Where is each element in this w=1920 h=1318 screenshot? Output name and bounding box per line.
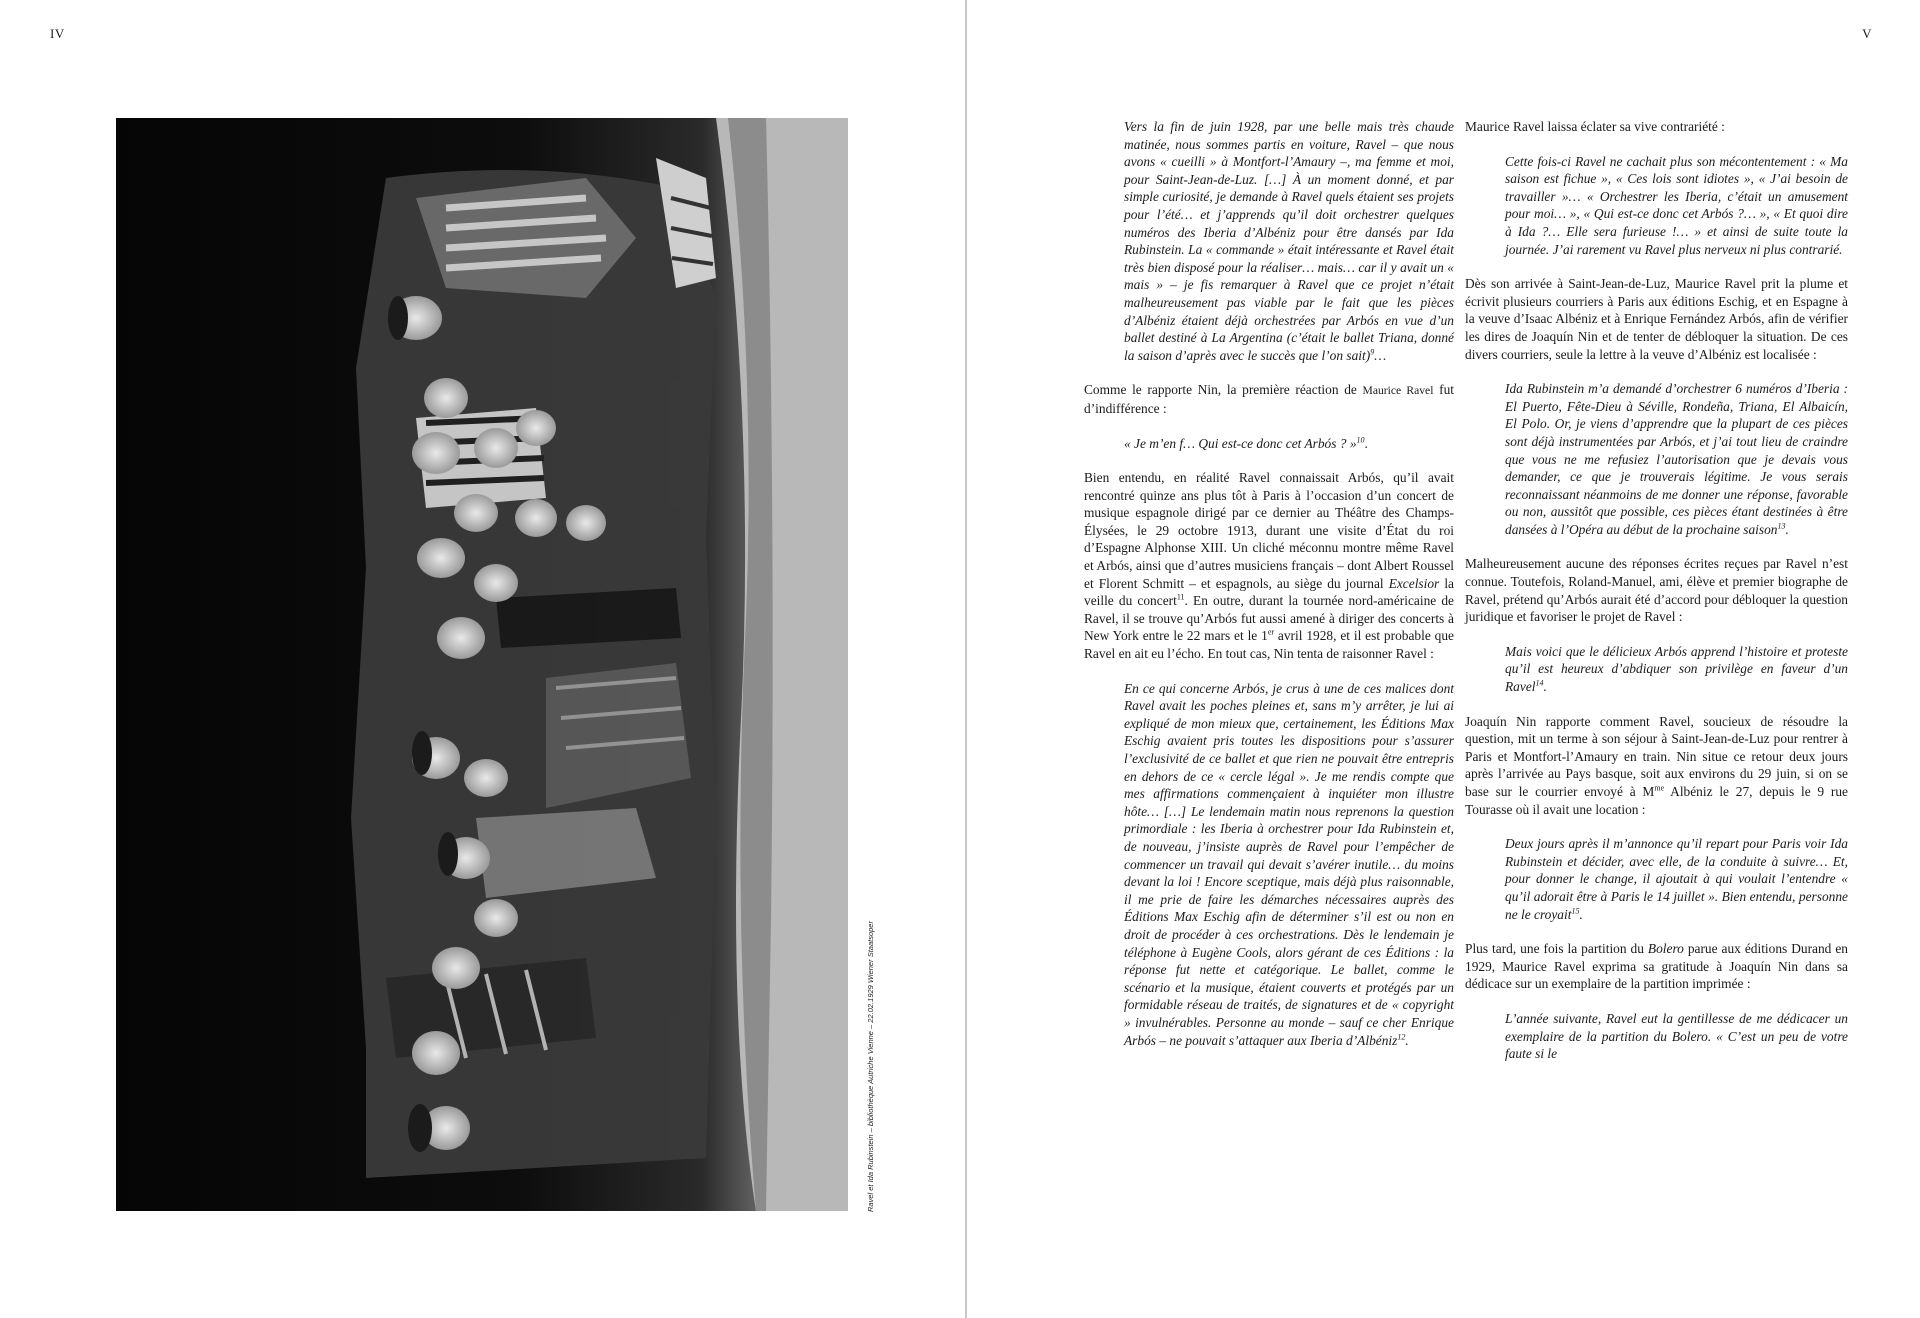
- journal-title: Excelsior: [1388, 575, 1440, 591]
- footnote-ref: 11: [1176, 592, 1185, 602]
- footnote-ref: 9: [1370, 347, 1375, 357]
- quote-block: L’année suivante, Ravel eut la gentillesse de me dédicacer un exemplaire de la partition du Bolero. « C’est un peu de votre faute si le: [1505, 1010, 1848, 1062]
- paragraph-text: avril 1928, et il est probable que Ravel en ait eu l’écho. En tout cas, Nin tenta de raisonner Ravel :: [1084, 628, 1454, 662]
- paragraph: [1084, 381, 1454, 417]
- paragraph-text: Bien entendu, en réalité Ravel connaissait Arbós, qu’il avait rencontré quinze ans plus tôt à Paris à l’occasion d’un concert de musique espagnole dirigé par ce dernier au Théâtre des Champs-Élysées, le 29 octobre 1913, durant une visite d’État du roi d’Espagne Alphonse XIII. Un cliché méconnu montre même Ravel et Arbós, ainsi que d’autres musiciens français – dont Albert Roussel et Florent Schmitt – et espagnols, au siège du journal: [1084, 470, 1454, 591]
- photo-caption: Ravel et Ida Rubinstein – bibliothèque Autriche Vienne – 22.02.1929 Wiener Staatsoper: [866, 921, 875, 1212]
- paragraph: Dès son arrivée à Saint-Jean-de-Luz, Maurice Ravel prit la plume et écrivit plusieurs courriers à Paris aux éditions Eschig, et en Espagne à la veuve d’Isaac Albéniz et à Enrique Fernández Arbós, afin de vérifier les dires de Joaquín Nin et de tenter de débloquer la situation. De ces divers courriers, seule la lettre à la veuve d’Albéniz est localisée :: [1465, 276, 1848, 362]
- ordinal-superscript: er: [1267, 627, 1275, 637]
- quote-text: Mais voici que le délicieux Arbós apprend l’histoire et proteste qu’il est heureux d’abdiquer son privilège en faveur d’un Ravel: [1505, 643, 1848, 695]
- paragraph: [1465, 713, 1848, 819]
- quote-tail: .: [1405, 1032, 1409, 1048]
- quote-tail: .: [1579, 906, 1583, 922]
- quote-block: [1505, 380, 1848, 538]
- paragraph: [1465, 940, 1848, 993]
- quote-text: En ce qui concerne Arbós, je crus à une de ces malices dont Ravel avait les poches pleines et, sans m’y arrêter, je lui ai expliqué de mon mieux que, certainement, les Éditions Max Eschig avaient pris toutes les dispositions pour s’assurer l’exclusivité de ce ballet et que rien ne pouvait être entrepris en dehors de ce « cercle légal ». Je me rendis compte que mes affirmations commençaient à inquiéter mon illustre hôte… […] Le lendemain matin nous reprenons la question primordiale : les Iberia à orchestrer pour Ida Rubinstein et, de nouveau, j’insiste auprès de Ravel pour l’empêcher de commencer un travail qui devait s’avérer inutile… du moins devant la loi ! Encore sceptique, mais déjà plus raisonnable, il me prie de faire les démarches nécessaires auprès des Éditions Max Eschig afin de déterminer s’il est ou non en droit de procéder à ces orchestrations. Dès le lendemain je téléphone à Eugène Cools, alors gérant de ces Éditions : la réponse fut nette et catégorique. Le ballet, comme le scénario et la musique, étaient couverts et protégés par un formidable réseau de traités, de signatures et de « copyright » invulnérables. Personne au monde – sauf ce cher Enrique Arbós – ne pouvait s’attaquer aux Iberia d’Albéniz: [1124, 680, 1454, 1048]
- footnote-ref: 14: [1535, 678, 1544, 688]
- paragraph-text: Plus tard, une fois la partition du: [1465, 941, 1648, 957]
- text-column-1: [1084, 118, 1454, 1066]
- quote-tail: .: [1543, 679, 1547, 695]
- footnote-ref: 12: [1397, 1032, 1406, 1042]
- paragraph-text: Joaquín Nin rapporte comment Ravel, soucieux de résoudre la question, mit un terme à son séjour à Saint-Jean-de-Luz pour rentrer à Paris et Montfort-l’Amaury en train. Nin situe ce retour deux jours après l’arrivée au Pays basque, soit aux environs du 29 juin, si on se base sur le courrier envoyé à M: [1465, 713, 1848, 799]
- quote-text: Ida Rubinstein m’a demandé d’orchestrer 6 numéros d’Iberia : El Puerto, Fête-Dieu à Séville, Rondeña, Triana, El Albaicín, El Polo. Or, je viens d’apprendre que la plupart de ces pièces sont déjà instrumentées par Arbós, et j’ai tout lieu de craindre que vous ne me refusiez l’autorisation que je devais vous demander, ce que je trouverais légitime. Je vous serais reconnaissant néanmoins de me donner une réponse, favorable ou non, aussitôt que possible, ces pièces étant destinées à être dansées à l’Opéra au début de la prochaine saison: [1505, 381, 1848, 537]
- paragraph-text: Albéniz le 27, depuis le 9 rue Tourasse où il avait une location :: [1465, 784, 1848, 817]
- quote-block: [1124, 435, 1454, 453]
- left-folio: IV: [50, 26, 65, 41]
- quote-block: [1124, 680, 1454, 1049]
- paragraph-text: parue aux éditions Durand en 1929, Maurice Ravel exprima sa gratitude à Joaquín Nin dans sa dédicace sur un exemplaire de la partition imprimée :: [1465, 941, 1848, 992]
- footnote-ref: 13: [1777, 521, 1786, 531]
- quote-text: Vers la fin de juin 1928, par une belle mais très chaude matinée, nous sommes partis en voiture, Ravel – que nous avons « cueilli » à Montfort-l’Amaury –, ma femme et moi, pour Saint-Jean-de-Luz. […] À un moment donné, et par simple curiosité, je demande à Ravel quels étaient ses projets pour l’été… et j’apprends qu’il doit orchestrer quelques numéros des Iberia d’Albéniz pour être dansés par Ida Rubinstein. La « commande » était intéressante et Ravel était très bien disposé pour la réaliser… mais… car il y avait un « mais » – je fis remarquer à Ravel que ce projet n’était malheureusement pas viable par le fait que les pièces d’Albéniz étaient déjà orchestrées par Arbós en vue d’un ballet destiné à La Argentina (c’était le ballet Triana, donné la saison d’après avec le succès que l’on sait): [1124, 119, 1454, 363]
- person-name: Maurice Ravel: [1362, 384, 1434, 398]
- paragraph: Maurice Ravel laissa éclater sa vive contrariété :: [1465, 119, 1725, 134]
- photo-group-illustration: [116, 118, 848, 1211]
- text-column-2: [1465, 118, 1848, 1080]
- work-title: Bolero: [1647, 941, 1684, 957]
- quote-block: [1505, 643, 1848, 696]
- paragraph-text: fut d’indifférence :: [1084, 382, 1454, 416]
- footnote-ref: 10: [1356, 435, 1365, 445]
- paragraph-text: . En outre, durant la tournée nord-américaine de Ravel, il se trouve qu’Arbós fut aussi amené à diriger des concerts à New York entre le 22 mars et le 1: [1084, 593, 1454, 644]
- quote-tail: .: [1785, 521, 1789, 537]
- archival-photo: [116, 118, 848, 1211]
- right-page: [968, 0, 1920, 1318]
- paragraph-text: Comme le rapporte Nin, la première réaction de: [1084, 382, 1363, 398]
- paragraph-text: la veille du concert: [1084, 575, 1454, 609]
- title-superscript: me: [1654, 783, 1665, 793]
- quote-block: [1124, 118, 1454, 364]
- quote-text: Deux jours après il m’annonce qu’il repart pour Paris voir Ida Rubinstein et décider, avec elle, de la conduite à suivre… Et, pour donner le change, il ajoutait à qui voulait l’entendre « qu’il adorait être à Paris le 14 juillet ». Bien entendu, personne ne le croyait: [1505, 836, 1848, 922]
- quote-block: [1505, 835, 1848, 923]
- right-folio: V: [1862, 26, 1872, 41]
- quote-block: Cette fois-ci Ravel ne cachait plus son mécontentement : « Ma saison est fichue », « Ces lois sont idiotes », « J’ai besoin de travailler »… « Orchestrer les Iberia, c’était un amusement pour moi… », « Qui est-ce donc cet Arbós ?… », « Et quoi dire à Ida ?… Elle sera furieuse !… » et ainsi de suite toute la journée. J’ai rarement vu Ravel plus nerveux ni plus contrarié.: [1505, 153, 1848, 257]
- paragraph: Malheureusement aucune des réponses écrites reçues par Ravel n’est connue. Toutefois, Roland-Manuel, ami, élève et premier biographe de Ravel, prétend qu’Arbós aurait été d’accord pour débloquer la question juridique et favoriser le projet de Ravel :: [1465, 556, 1848, 625]
- paragraph: [1084, 469, 1454, 663]
- quote-text: « Je m’en f… Qui est-ce donc cet Arbós ? »: [1124, 435, 1357, 451]
- footnote-ref: 15: [1571, 906, 1580, 916]
- page-gutter: [965, 0, 967, 1318]
- quote-tail: .: [1364, 435, 1368, 451]
- quote-tail: …: [1374, 347, 1387, 363]
